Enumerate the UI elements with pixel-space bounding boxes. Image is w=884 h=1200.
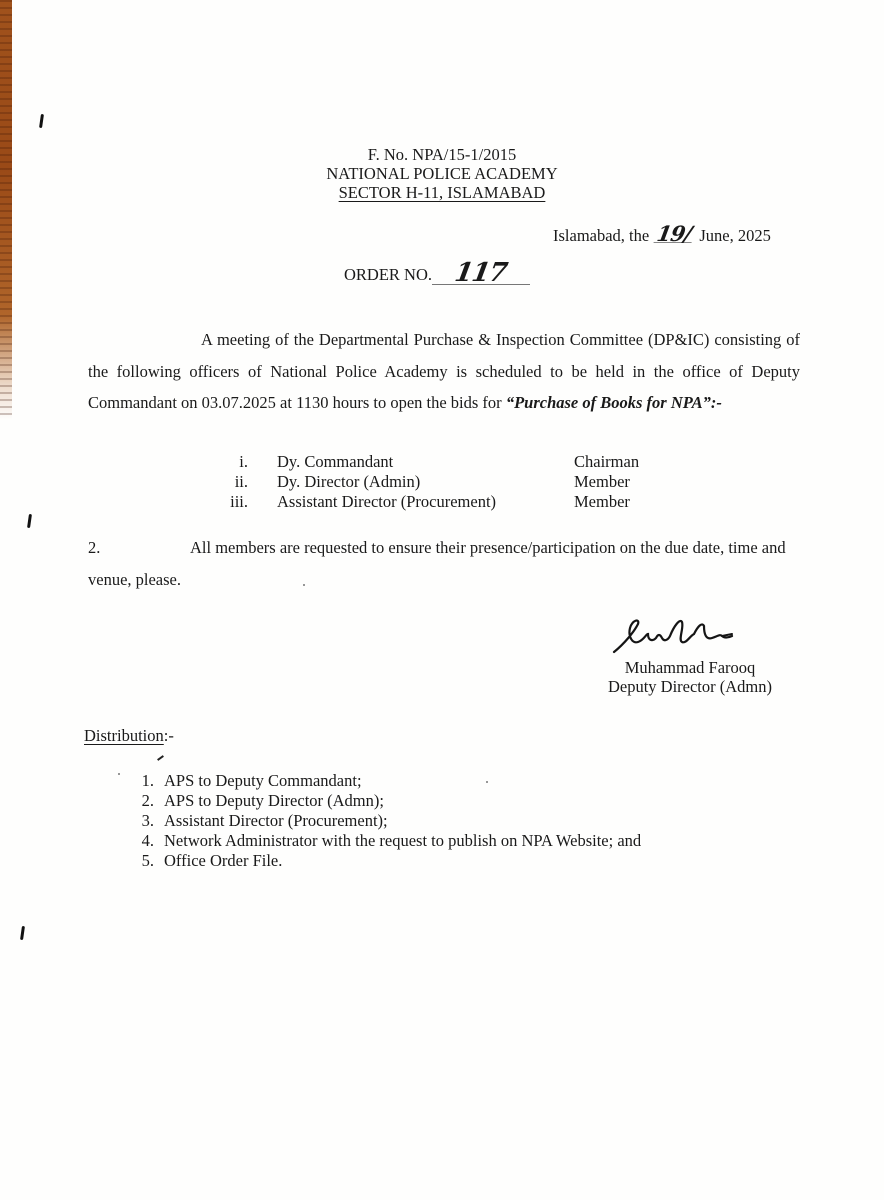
order-label: ORDER NO. (344, 265, 433, 284)
distribution-item (130, 811, 641, 831)
distribution-item-number: 5. (141, 851, 154, 870)
pen-tick-mark (157, 755, 164, 761)
document-header (0, 145, 884, 202)
distribution-item-number: 3. (141, 811, 154, 830)
committee-member-row (200, 472, 639, 492)
distribution-item-number: 4. (141, 831, 154, 850)
member-designation: Assistant Director (Procurement) (277, 492, 497, 511)
organization-name: NATIONAL POLICE ACADEMY (326, 164, 558, 183)
paragraph-2-text: All members are requested to ensure their presence/participation on the due date, time and venue, please. (88, 538, 786, 589)
member-number: i. (239, 452, 248, 471)
date-suffix: June, 2025 (699, 226, 771, 245)
paragraph-2-number: 2. (88, 538, 101, 557)
order-number-line (344, 258, 530, 288)
distribution-item-text: Office Order File. (164, 851, 283, 870)
organization-address: SECTOR H-11, ISLAMABAD (338, 183, 546, 202)
paragraph-2 (88, 532, 800, 596)
date-prefix: Islamabad, the (553, 226, 650, 245)
paragraph-1 (88, 324, 800, 419)
subject-closing: ”:- (702, 393, 722, 412)
distribution-heading (84, 726, 174, 746)
member-number: iii. (230, 492, 248, 511)
file-number: F. No. NPA/15-1/2015 (367, 145, 517, 164)
margin-punch-mark (20, 926, 25, 940)
member-designation: Dy. Commandant (277, 452, 394, 471)
margin-punch-mark (39, 114, 44, 128)
distribution-item-text: Assistant Director (Procurement); (164, 811, 388, 830)
signature-block (590, 614, 790, 696)
paragraph-1-text: A meeting of the Departmental Purchase & Inspection Committee (DP&IC) consisting of the following officers of National Police Academy is scheduled to be held in the office of Deputy Commandant on 03.07.2025 at 1130 hours to open the bids for (88, 330, 800, 412)
member-role: Member (574, 492, 630, 511)
distribution-item-number: 2. (141, 791, 154, 810)
member-role: Member (574, 472, 630, 491)
scan-speck (118, 773, 120, 775)
committee-members-list (200, 452, 639, 512)
distribution-item (130, 791, 641, 811)
distribution-title-suffix: :- (163, 726, 174, 745)
distribution-item (130, 831, 641, 851)
handwritten-order-number: 117 (452, 258, 510, 288)
distribution-item-text: APS to Deputy Commandant; (164, 771, 362, 790)
signatory-name: Muhammad Farooq (624, 658, 756, 677)
signatory-designation: Deputy Director (Admn) (607, 677, 773, 696)
member-number: ii. (234, 472, 248, 491)
handwritten-day: 19/ (655, 221, 694, 246)
committee-member-row (200, 452, 639, 472)
distribution-title: Distribution (84, 726, 164, 745)
signature-icon (604, 614, 774, 658)
scan-speck (303, 584, 305, 586)
distribution-item (130, 851, 641, 871)
distribution-item-text: APS to Deputy Director (Admn); (164, 791, 384, 810)
margin-punch-mark (27, 514, 32, 528)
committee-member-row (200, 492, 639, 512)
date-line (553, 221, 771, 246)
desk-edge-background (0, 0, 12, 420)
scan-speck (486, 781, 488, 783)
member-designation: Dy. Director (Admin) (277, 472, 421, 491)
distribution-list (130, 771, 641, 871)
distribution-item (130, 771, 641, 791)
distribution-item-text: Network Administrator with the request to publish on NPA Website; and (164, 831, 642, 850)
distribution-item-number: 1. (141, 771, 154, 790)
subject-emphasis: “Purchase of Books for NPA (505, 393, 703, 412)
member-role: Chairman (574, 452, 640, 471)
